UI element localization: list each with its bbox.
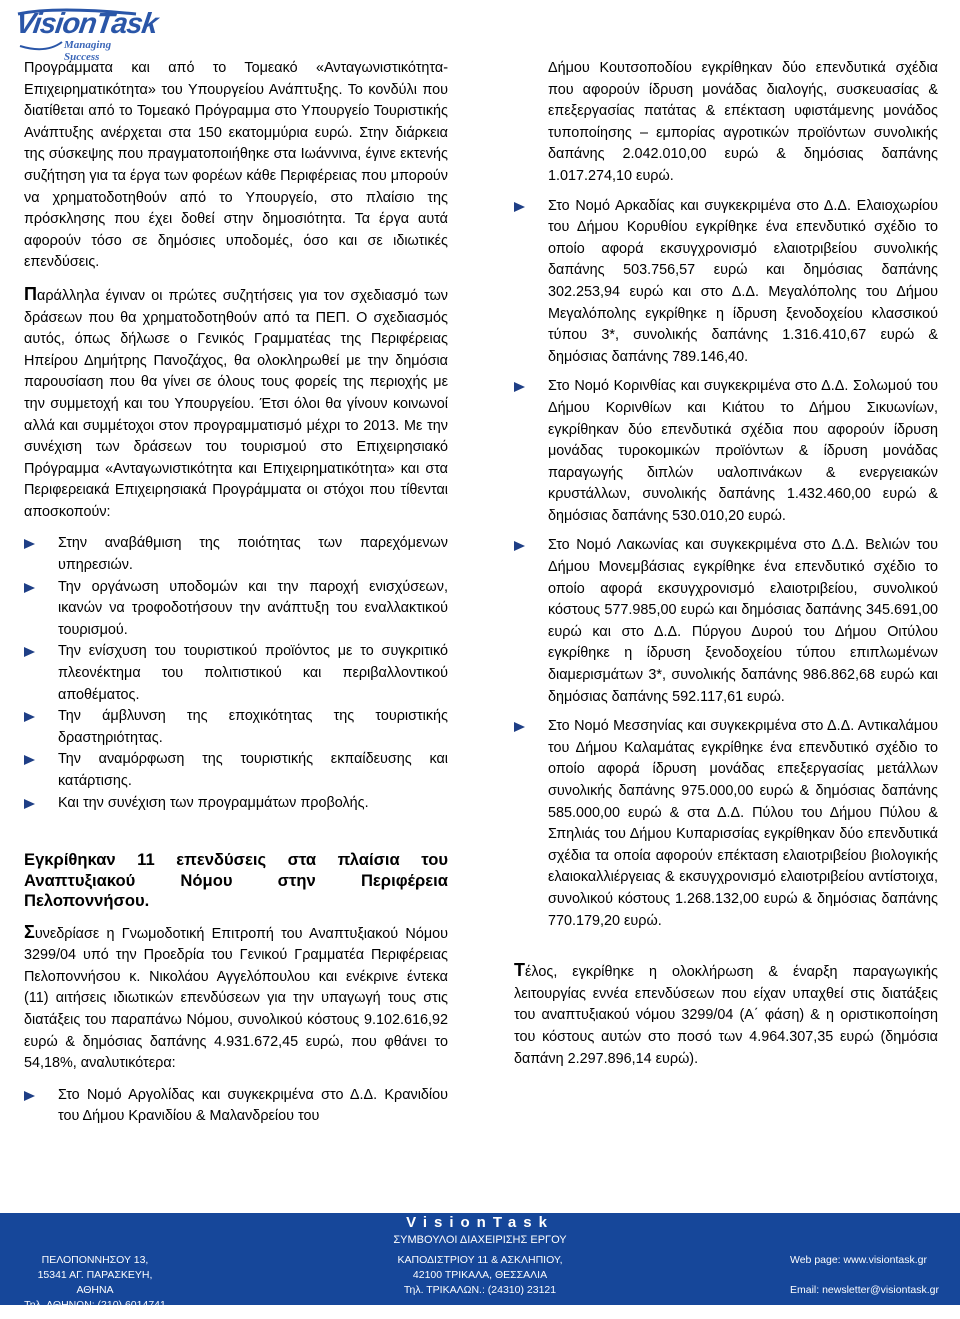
drop-cap: Π: [24, 283, 37, 304]
left-column: [24, 58, 448, 1128]
goal-text: Την άμβλυνση της εποχικότητας της τουριστικής δραστηριότητας.: [58, 708, 448, 746]
intro-paragraph: Προγράμματα και από το Τομεακό «Ανταγωνιστικότητα-Επιχειρηματικότητα» του Υπουργείου Ανάπτυξης. Το κονδύλι που διατίθεται από το Τομεακό Πρόγραμμα στο Υπουργείο Τουριστικής Ανάπτυξης ανέρχεται στα 150 εκατομμύρια ευρώ. Στην διάρκεια της σύσκεψης που πραγματοποιήθηκε στα Ιωάννινα, έγινε εκτενής συζήτηση για τα έργα των φορέων κάθε Περιφέρειας που μπορούν να χρηματοδοτηθούν από το Υπουργείο, στο πλαίσιο της πρόσκλησης που έχει δοθεί στην δημοσιότητα. Τα έργα αυτά αφορούν τόσο σε δημόσιες υποδομές, όσο και σε ιδιωτικές επενδύσεις.: [24, 60, 448, 271]
region-bullet: [514, 376, 938, 527]
goal-bullet: [24, 706, 448, 749]
pep-paragraph: [24, 284, 448, 524]
arrow-right-icon: [514, 382, 525, 392]
arrow-right-icon: [24, 583, 35, 593]
region-text: Στο Νομό Κορινθίας και συγκεκριμένα στο Δ.Δ. Σολωμού του Δήμου Κορινθίων και Κιάτου το Δήμου Σικυωνίων, εγκρίθηκαν δύο επενδυτικά σχέδια που αφορούν ίδρυση μονάδας τυροκομικών προϊόντων & ίδρυση μονάδας παραγωγής διπλών υαλοπινάκων & ενεργειακών κρυστάλλων, συνολικής δαπάνης 1.432.460,00 ευρώ & δημόσιας δαπάνης 530.010,20 ευρώ.: [548, 378, 938, 524]
goal-text: Την ενίσχυση του τουριστικού προϊόντος με το συγκριτικό πλεονέκτημα του πολιτιστικού και περιβαλλοντικού αποθέματος.: [58, 643, 448, 703]
footer-contact: [790, 1253, 950, 1298]
arrow-right-icon: [514, 722, 525, 732]
goal-text: Την αναμόρφωση της τουριστικής εκπαίδευσης και κατάρτισης.: [58, 751, 448, 789]
address-line: ΠΕΛΟΠΟΝΝΗΣΟΥ 13,: [41, 1254, 149, 1266]
phone-line: Τηλ. ΤΡΙΚΑΛΩΝ.: (24310) 23121: [403, 1284, 557, 1296]
goal-bullet: [24, 641, 448, 706]
arrow-right-icon: [514, 541, 525, 551]
address-line: 15341 ΑΓ. ΠΑΡΑΣΚΕΥΗ, ΑΘΗΝΑ: [37, 1269, 153, 1296]
goal-text: Στην αναβάθμιση της ποιότητας των παρεχόμενων υπηρεσιών.: [58, 535, 448, 574]
arrow-right-icon: [24, 799, 35, 809]
goal-text: Την οργάνωση υποδομών και την παροχή ενισχύσεων, ικανών να τροφοδοτήσουν την ανάπτυξη του εναλλακτικού τουρισμού.: [58, 578, 448, 638]
region-bullet: [24, 1085, 448, 1128]
goal-bullet: [24, 577, 448, 642]
final-paragraph-text: έλος, εγκρίθηκε η ολοκλήρωση & έναρξη παραγωγικής λειτουργίας εννέα επενδύσεων που είχαν υπαχθεί στις διατάξεις του αναπτυξιακού νόμου 3299/04 (Α΄ φάση) & η οριστικοποίηση του κόστους αυτών στο ποσό των 4.964.307,35 ευρώ (δημόσια δαπάνη 2.297.896,14 ευρώ).: [514, 964, 938, 1067]
region-text: Στο Νομό Αρκαδίας και συγκεκριμένα στο Δ.Δ. Ελαιοχωρίου του Δήμου Κορυθίου εγκρίθηκε ένα επενδυτικό σχέδιο το οποίο αφορά εκσυγχρονισμό ελαιοτριβείου συνολικής δαπάνης 503.756,57 ευρώ και δημόσιας δαπάνης 302.253,94 ευρώ και στο Δ.Δ. Μεγαλόπολης του Δήμου Μεγαλόπολης εγκρίθηκε η ίδρυση ξενοδοχείου κλασσικού τύπου 3*, συνολικής δαπάνης 1.316.410,67 ευρώ & δημόσιας δαπάνης 789.146,40.: [548, 197, 938, 365]
arrow-right-icon: [24, 647, 35, 657]
goal-text: Και την συνέχιση των προγραμμάτων προβολής.: [58, 794, 369, 811]
right-column: [514, 58, 938, 1070]
footer-tagline: ΣΥΜΒΟΥΛΟΙ ΔΙΑΧΕΙΡΙΣΗΣ ΕΡΓΟΥ: [393, 1234, 567, 1246]
phone-line: Τηλ. ΑΘΗΝΩΝ: (210) 6014741: [24, 1299, 166, 1311]
region-bullet: [514, 196, 938, 369]
region-text: Στο Νομό Αργολίδας και συγκεκριμένα στο Δ.Δ. Κρανιδίου του Δήμου Κρανιδίου & Μαλανδρείου του: [58, 1086, 448, 1125]
committee-paragraph-text: υνεδρίασε η Γνωμοδοτική Επιτροπή του Αναπτυξιακού Νόμου 3299/04 υπό την Προεδρία του Γενικού Γραμματέα Περιφέρειας Πελοποννήσου κ. Νικολάου Αγγελόπουλου και ενέκρινε έντεκα (11) αιτήσεις ιδιωτικών επενδύσεων για την υπαγωγή τους στις διατάξεις του παραπάνω Νόμου, συνολικού κόστους 9.102.616,92 ευρώ & δημόσιας δαπάνης 4.931.672,45 ευρώ, που φθάνει το 54,18%, αναλυτικότερα:: [24, 925, 448, 1072]
address-line: 42100 ΤΡΙΚΑΛΑ, ΘΕΣΣΑΛΙΑ: [412, 1269, 548, 1281]
drop-cap: Τ: [514, 960, 525, 981]
footer: [0, 1213, 960, 1311]
final-paragraph: [514, 960, 938, 1070]
web-link[interactable]: Web page: www.visiontask.gr: [790, 1254, 927, 1266]
email-link[interactable]: Email: newsletter@visiontask.gr: [790, 1284, 939, 1296]
footer-trikala-address: [380, 1253, 580, 1298]
section-heading: Εγκρίθηκαν 11 επενδύσεις στα πλαίσια του Αναπτυξιακού Νόμου στην Περιφέρεια Πελοποννήσου.: [24, 850, 448, 911]
goal-bullet: [24, 793, 448, 815]
goal-bullet: [24, 533, 448, 576]
region-bullet: [514, 535, 938, 708]
arrow-right-icon: [24, 1091, 35, 1101]
footer-brand: VisionTask: [406, 1214, 554, 1231]
footer-athens-address: [20, 1253, 170, 1313]
continuation-paragraph: Δήμου Κουτσοποδίου εγκρίθηκαν δύο επενδυτικά σχέδια που αφορούν ίδρυση μονάδας διαλογής, συσκευασίας & επεξεργασίας πατάτας & επέκταση υφιστάμενης μονάδος τυποποίησης – εμπορίας αγροτικών προϊόντων συνολικής δαπάνης 2.042.010,00 ευρώ & δημόσιας δαπάνης 1.017.274,10 ευρώ.: [548, 60, 938, 184]
pep-paragraph-text: αράλληλα έγιναν οι πρώτες συζητήσεις για τον σχεδιασμό των δράσεων που θα χρηματοδοτηθούν από τα ΠΕΠ. Ο σχεδιασμός αυτός, όπως δήλωσε ο Γενικός Γραμματέας της Περιφέρειας Ηπείρου Δημήτρης Πανοζάχος, θα ολοκληρωθεί με την δημόσια παρουσίαση που θα γίνει σε όλους τους φορείς της περιοχής με την συμμετοχή και του Υπουργείου. Έτσι όλοι θα γίνουν κοινωνοί αλλά και συμμέτοχοι στον προγραμματισμό μέχρι το 2013. Με την συνέχιση των δράσεων του τουρισμού στο Επιχειρησιακό Πρόγραμμα «Ανταγωνιστικότητα και Επιχειρηματικότητα» και στα Περιφερειακά Επιχειρησιακά Προγράμματα οι στόχοι που τίθενται αποσκοπούν:: [24, 287, 448, 520]
logo-name: VisionTask: [13, 8, 160, 40]
address-line: ΚΑΠΟΔΙΣΤΡΙΟΥ 11 & ΑΣΚΛΗΠΙΟΥ,: [397, 1254, 563, 1266]
committee-paragraph: [24, 922, 448, 1075]
region-text: Στο Νομό Μεσσηνίας και συγκεκριμένα στο Δ.Δ. Αντικαλάμου του Δήμου Καλαμάτας εγκρίθηκε ένα επενδυτικό σχέδιο το οποίο αφορά ίδρυση μονάδας επεξεργασίας μετάλλων συνολικής δαπάνης 975.000,00 ευρώ & δημόσιας δαπάνης 585.000,00 ευρώ & στα Δ.Δ. Πύλου του Δήμου Πύλου & Σπηλιάς του Δήμου Κυπαρισσίας εγκρίθηκαν δύο επενδυτικά σχέδια τα οποία αφορούν επέκταση ελαιοτριβείου βιολογικής ελαιοκαλλιέργειας & εκσυγχρονισμό ελαιοτριβείου αντίστοιχα, συνολικού κόστους 1.268.132,00 ευρώ & δημόσιας δαπάνης 770.179,20 ευρώ.: [548, 718, 938, 929]
arrow-right-icon: [24, 755, 35, 765]
company-logo: [13, 8, 160, 63]
logo-tagline: Managing Success: [64, 39, 112, 63]
region-bullet: [514, 716, 938, 932]
arrow-right-icon: [514, 202, 525, 212]
region-text: Στο Νομό Λακωνίας και συγκεκριμένα στο Δ.Δ. Βελιών του Δήμου Μονεμβάσιας εγκρίθηκε ένα επενδυτικό σχέδιο το οποίο αφορά εκσυγχρονισμό ελαιοτριβείου, συνολικού κόστους 577.985,00 ευρώ και δημόσιας δαπάνης 345.691,00 ευρώ και στο Δ.Δ. Πύργου Δυρού του Δήμου Οιτύλου εγκρίθηκε η ίδρυση ξενοδοχείου τύπου επιπλωμένων διαμερισμάτων 3*, συνολικής δαπάνης 986.862,68 ευρώ και δημόσιας δαπάνης 592.117,61 ευρώ.: [548, 537, 938, 705]
goal-bullet: [24, 749, 448, 792]
arrow-right-icon: [24, 712, 35, 722]
arrow-right-icon: [24, 539, 35, 549]
drop-cap: Σ: [24, 921, 35, 942]
